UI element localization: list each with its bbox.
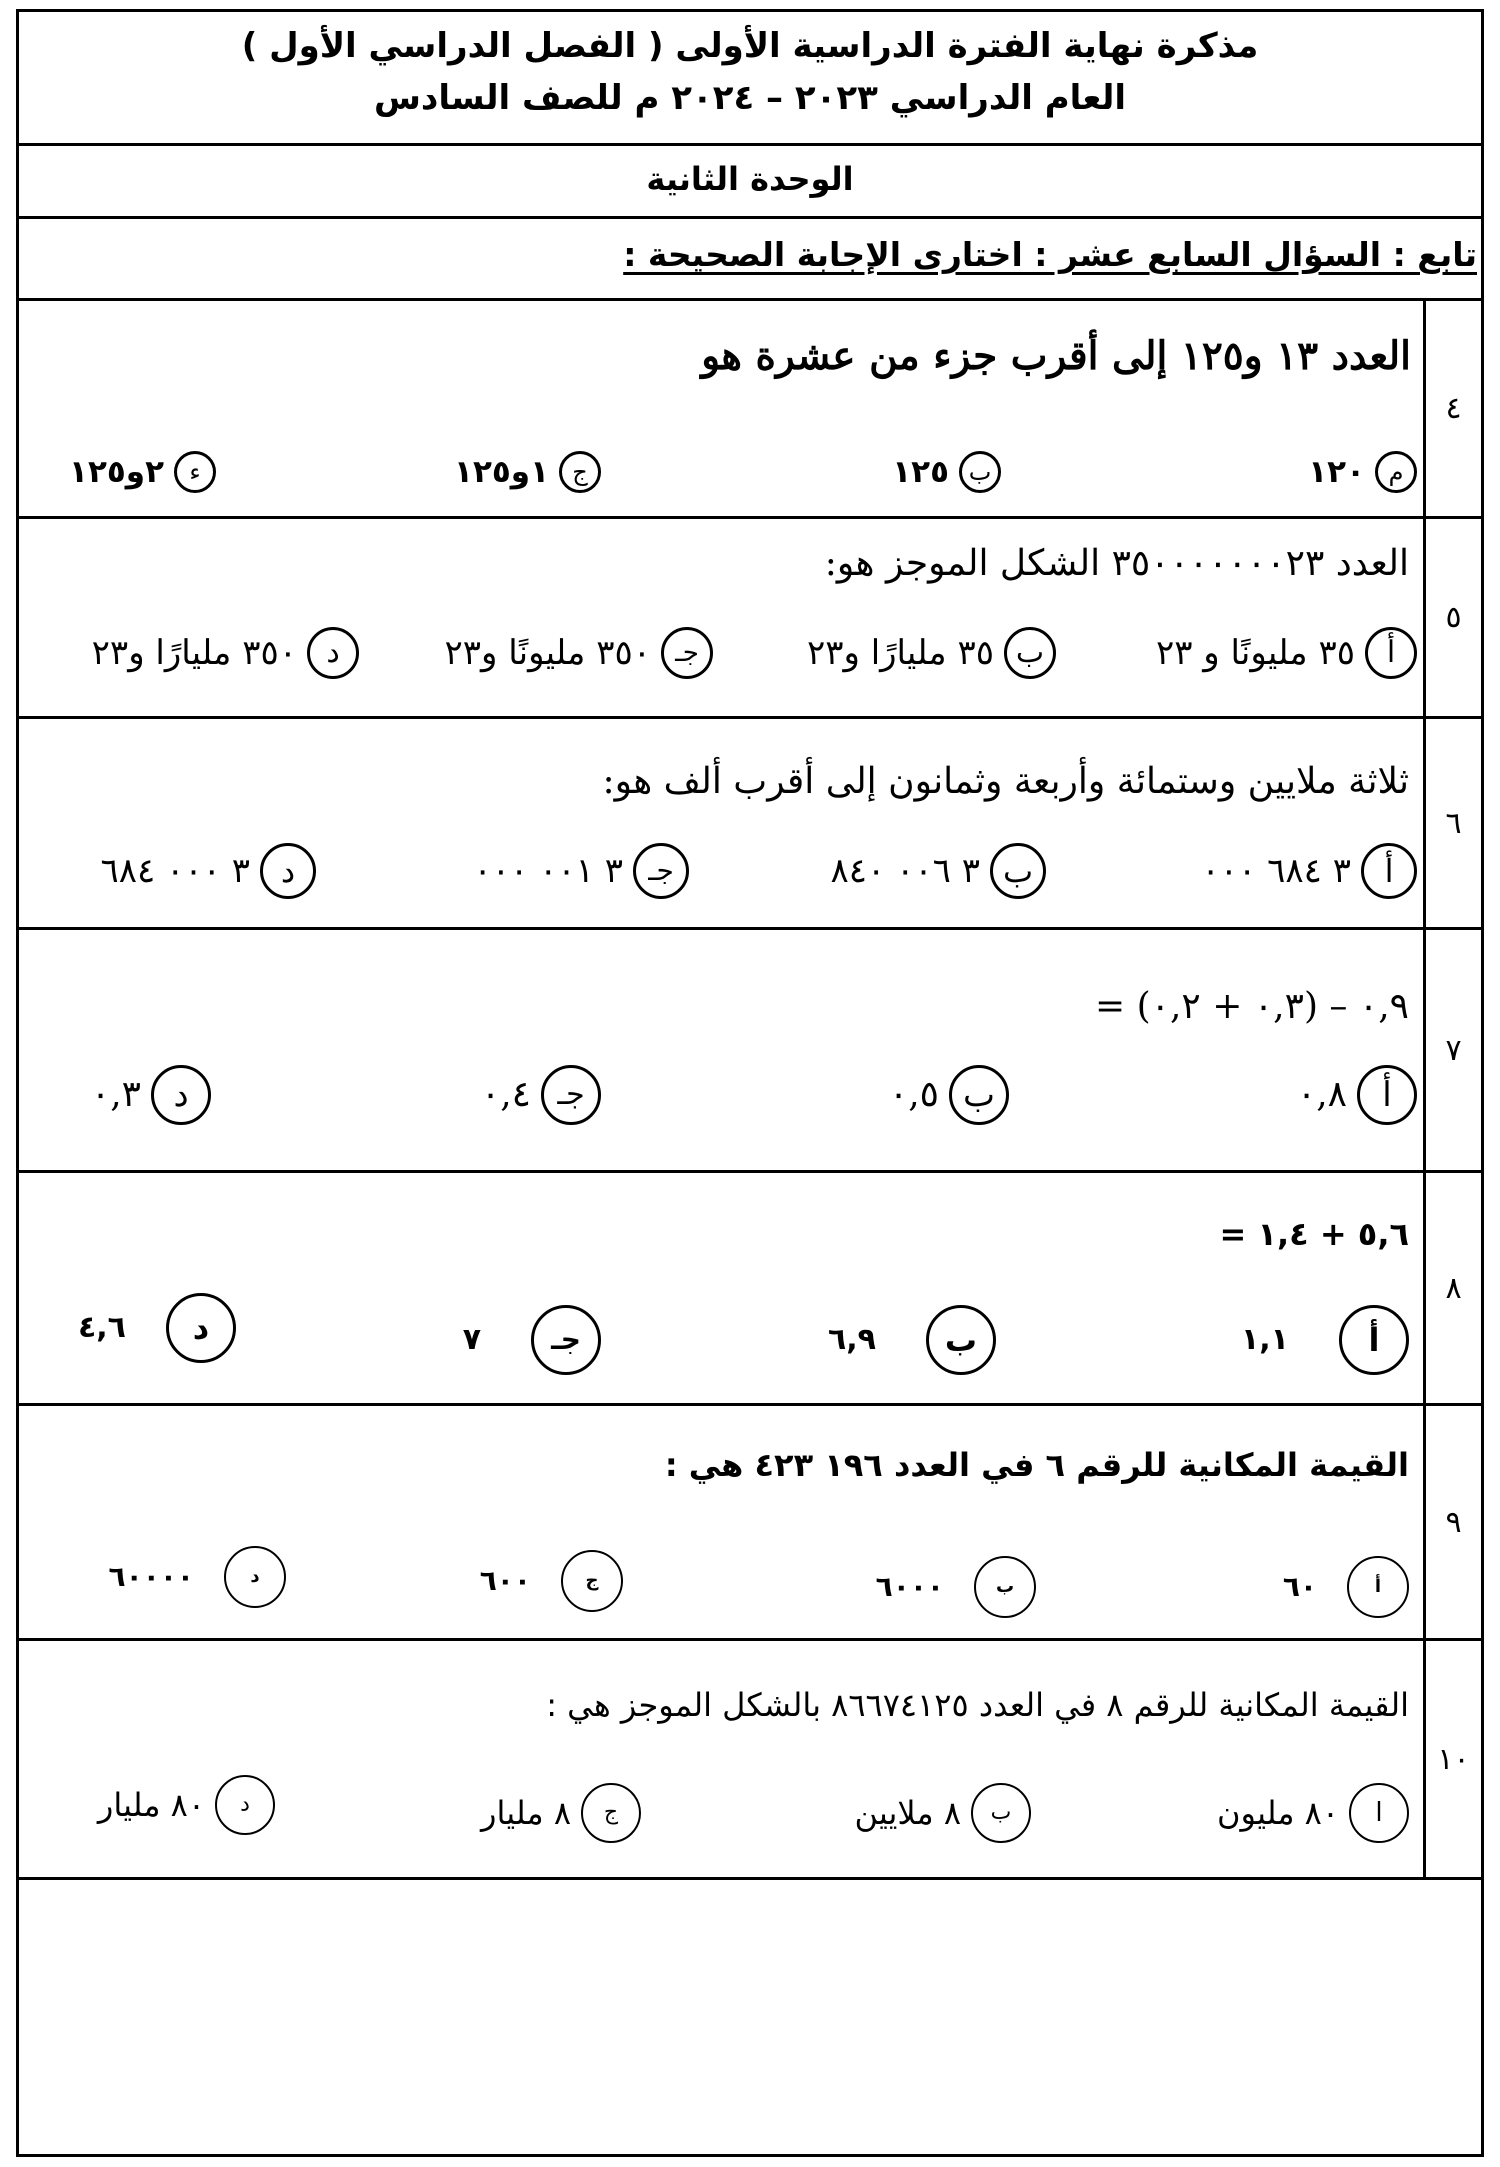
instruction-box: [19, 219, 1481, 301]
option-letter-a: أ: [1365, 627, 1417, 679]
question-number: ٤: [1423, 301, 1481, 516]
option-b[interactable]: [876, 1556, 1036, 1618]
question-row: [19, 1173, 1481, 1406]
option-letter-b: ب: [971, 1783, 1031, 1843]
option-value: ١,١: [1240, 1322, 1289, 1357]
option-value: ٨ ملايين: [854, 1794, 961, 1832]
option-d[interactable]: [69, 451, 216, 493]
option-letter-d: د: [260, 843, 316, 899]
option-value: ٠,٥: [888, 1074, 939, 1115]
option-c[interactable]: [481, 1783, 641, 1843]
option-b[interactable]: [807, 627, 1056, 679]
option-letter-c: ج: [559, 451, 601, 493]
option-value: ٣٥ مليونًا و ٢٣: [1155, 633, 1355, 673]
question-row: [19, 1641, 1481, 1880]
question-text: ثلاثة ملايين وستمائة وأربعة وثمانون إلى أقرب ألف هو:: [602, 761, 1409, 802]
question-number: ٧: [1423, 930, 1481, 1170]
option-value: ٠,٨: [1296, 1074, 1347, 1115]
option-c[interactable]: [445, 627, 713, 679]
option-b[interactable]: [854, 1783, 1031, 1843]
option-value: ٣ ٦٨٤ ٠٠٠: [1201, 851, 1351, 891]
option-letter-d: ء: [174, 451, 216, 493]
option-letter-d: د: [166, 1293, 236, 1363]
option-value: ١و١٢٥: [454, 453, 549, 490]
option-letter-c: جـ: [541, 1065, 601, 1125]
option-letter-c: ج: [581, 1783, 641, 1843]
option-letter-d: د: [307, 627, 359, 679]
option-b[interactable]: [892, 451, 1001, 493]
header-title-box: [19, 12, 1481, 146]
question-row: [19, 1406, 1481, 1641]
question-number: ٩: [1423, 1406, 1481, 1638]
option-value: ٦٠٠: [479, 1564, 531, 1597]
empty-area: [19, 1880, 1481, 2154]
option-letter-a: أ: [1347, 1556, 1409, 1618]
unit-title: الوحدة الثانية: [646, 160, 854, 198]
option-letter-b: ب: [990, 843, 1046, 899]
option-c[interactable]: [454, 451, 601, 493]
option-letter-a: ا: [1349, 1783, 1409, 1843]
option-value: ٣٥٠ مليونًا و٢٣: [444, 633, 651, 673]
option-value: ٣٥ مليارًا و٢٣: [806, 633, 994, 673]
question-number: ١٠: [1423, 1641, 1481, 1877]
unit-box: [19, 146, 1481, 219]
option-d[interactable]: [78, 1293, 236, 1363]
option-letter-a: أ: [1357, 1065, 1417, 1125]
option-c[interactable]: [480, 1550, 623, 1612]
option-value: ٣ ٠٠١ ٠٠٠: [473, 851, 623, 891]
option-b[interactable]: [889, 1065, 1009, 1125]
option-letter-c: ج: [561, 1550, 623, 1612]
option-value: ٦,٩: [827, 1322, 876, 1357]
option-letter-c: جـ: [531, 1305, 601, 1375]
option-a[interactable]: [1217, 1783, 1409, 1843]
question-row: [19, 930, 1481, 1173]
option-value: ٧: [462, 1322, 481, 1357]
option-value: ٠,٣: [90, 1074, 141, 1115]
option-letter-d: د: [215, 1775, 275, 1835]
option-d[interactable]: [92, 627, 359, 679]
option-letter-b: ب: [926, 1305, 996, 1375]
question-text: القيمة المكانية للرقم ٦ في العدد ١٩٦ ٤٢٣ هي :: [664, 1446, 1409, 1484]
option-letter-d: د: [224, 1546, 286, 1608]
question-instruction: تابع : السؤال السابع عشر : اختارى الإجابة الصحيحة :: [623, 235, 1477, 274]
option-value: ٦٠٠٠: [875, 1570, 944, 1603]
option-value: ٤,٦: [77, 1310, 126, 1345]
option-c[interactable]: [463, 1305, 601, 1375]
page-title: مذكرة نهاية الفترة الدراسية الأولى ( الفصل الدراسي الأول ): [241, 26, 1259, 66]
option-a[interactable]: [1283, 1556, 1409, 1618]
option-letter-a: أ: [1361, 843, 1417, 899]
option-value: ٢و١٢٥: [69, 453, 164, 490]
option-d[interactable]: [98, 1775, 275, 1835]
option-d[interactable]: [91, 1065, 211, 1125]
option-value: ٣ ٠٠٠ ٦٨٤: [100, 851, 250, 891]
question-text: القيمة المكانية للرقم ٨ في العدد ٨٦٦٧٤١٢٥ بالشكل الموجز هي :: [546, 1686, 1409, 1724]
option-b[interactable]: [828, 1305, 996, 1375]
option-letter-b: ب: [949, 1065, 1009, 1125]
option-a[interactable]: [1241, 1305, 1409, 1375]
question-row: [19, 301, 1481, 519]
question-number: ٨: [1423, 1173, 1481, 1403]
question-row: [19, 719, 1481, 930]
page-subtitle: العام الدراسي ٢٠٢٣ – ٢٠٢٤ م للصف السادس: [373, 78, 1127, 118]
option-a[interactable]: [1202, 843, 1417, 899]
option-value: ٠,٤: [480, 1074, 531, 1115]
option-d[interactable]: [109, 1546, 286, 1608]
option-value: ١٢٥: [892, 453, 949, 490]
option-value: ٣٥٠ مليارًا و٢٣: [91, 633, 297, 673]
option-d[interactable]: [101, 843, 316, 899]
option-value: ٣ ٠٠٦ ٨٤٠: [830, 851, 980, 891]
option-letter-b: ب: [1004, 627, 1056, 679]
option-value: ٨ مليار: [481, 1794, 571, 1832]
question-text: ٥,٦ + ١,٤ =: [1219, 1215, 1409, 1253]
option-letter-d: د: [151, 1065, 211, 1125]
question-text: ٠,٩ – (٠,٣ + ٠,٢) =: [1094, 986, 1409, 1027]
option-letter-b: ب: [959, 451, 1001, 493]
option-letter-a: ﻡ: [1375, 451, 1417, 493]
option-value: ٦٠٠٠٠: [108, 1560, 194, 1593]
option-c[interactable]: [474, 843, 689, 899]
option-c[interactable]: [481, 1065, 601, 1125]
question-text: العدد ٣٥٠٠٠٠٠٠٠٢٣ الشكل الموجز هو:: [824, 543, 1409, 584]
question-number: ٥: [1423, 519, 1481, 716]
option-a[interactable]: [1308, 451, 1417, 493]
option-letter-b: ب: [974, 1556, 1036, 1618]
option-b[interactable]: [831, 843, 1046, 899]
option-letter-a: أ: [1339, 1305, 1409, 1375]
option-a[interactable]: [1297, 1065, 1417, 1125]
question-row: [19, 519, 1481, 719]
question-number: ٦: [1423, 719, 1481, 927]
option-value: ١٢٠: [1308, 453, 1365, 490]
option-value: ٨٠ مليار: [97, 1786, 205, 1824]
option-value: ٨٠ مليون: [1217, 1794, 1339, 1832]
option-letter-c: جـ: [661, 627, 713, 679]
worksheet: [16, 9, 1484, 2157]
option-value: ٦٠: [1282, 1570, 1317, 1603]
option-a[interactable]: [1156, 627, 1417, 679]
question-text: العدد ١٣ و١٢٥ إلى أقرب جزء من عشرة هو: [701, 333, 1411, 379]
option-letter-c: جـ: [633, 843, 689, 899]
